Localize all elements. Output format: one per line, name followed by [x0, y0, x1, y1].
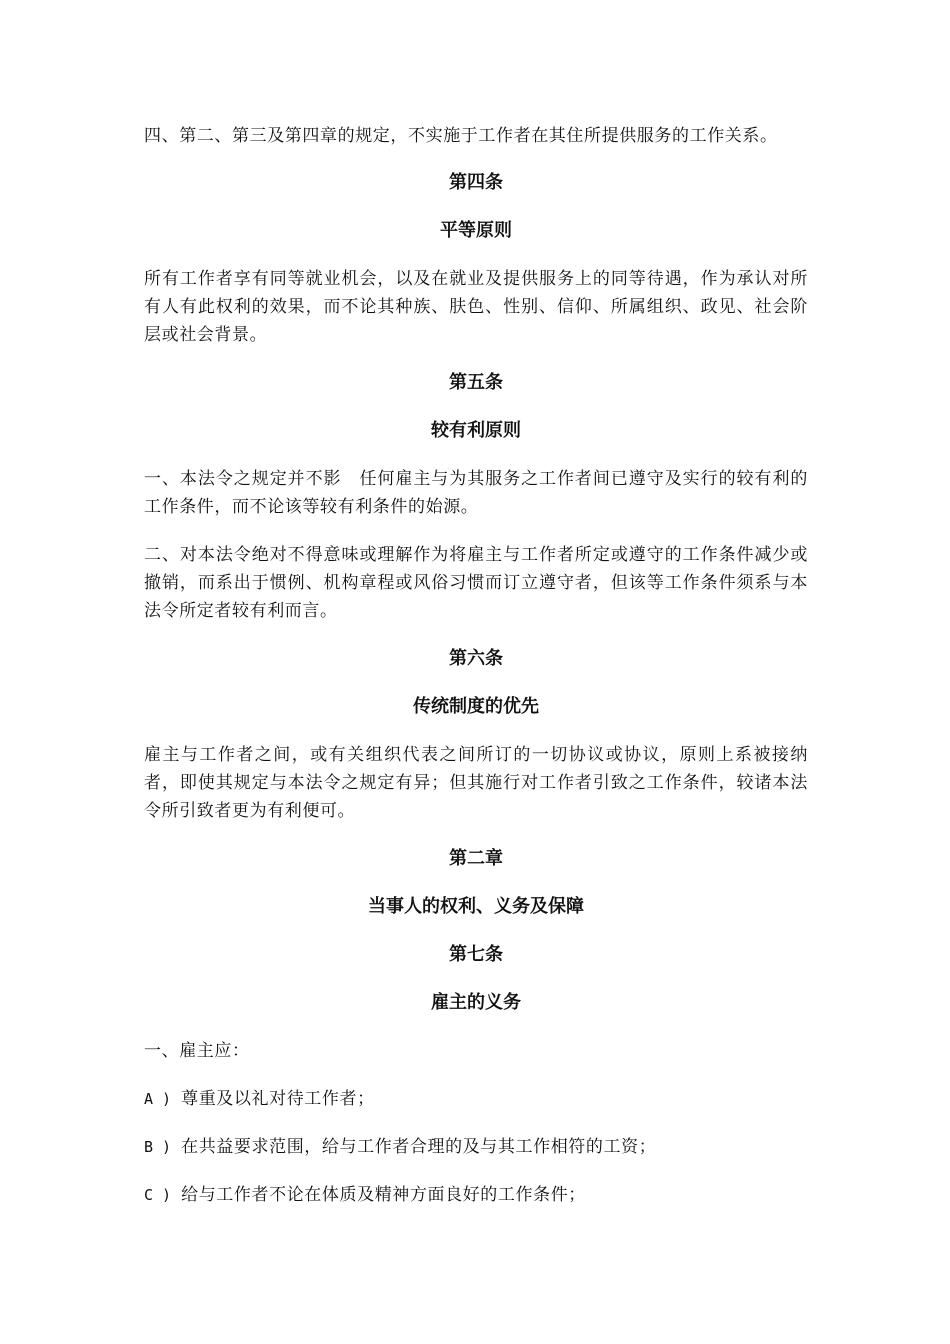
article-7-title: 雇主的义务 [431, 992, 521, 1013]
list-item [144, 1181, 808, 1209]
list-item-text: 尊重及以礼对待工作者； [181, 1089, 375, 1109]
paragraph-art3-item4: 四、第二、第三及第四章的规定，不实施于工作者在其住所提供服务的工作关系。 [144, 126, 778, 146]
article-5-title: 较有利原则 [431, 420, 521, 441]
paragraph-art5-item1: 一、本法令之规定并不影 任何雇主与为其服务之工作者间已遵守及实行的较有利的工作条件，而不论该等较有利条件的始源。 [144, 469, 808, 517]
list-item-text: 给与工作者不论在体质及精神方面良好的工作条件； [181, 1185, 586, 1205]
article-4-number: 第四条 [449, 172, 503, 193]
article-4-title: 平等原则 [440, 220, 512, 241]
document-page [144, 122, 808, 1209]
article-7-number: 第七条 [449, 944, 503, 965]
paragraph-art4: 所有工作者享有同等就业机会，以及在就业及提供服务上的同等待遇，作为承认对所有人有此权利的效果，而不论其种族、肤色、性别、信仰、所属组织、政见、社会阶层或社会背景。 [144, 269, 808, 345]
list-item-marker: B ) [144, 1138, 172, 1156]
article-6-number: 第六条 [449, 648, 503, 669]
list-item-marker: A ) [144, 1090, 172, 1108]
paragraph-art5-item2: 二、对本法令绝对不得意味或理解作为将雇主与工作者所定或遵守的工作条件减少或撤销，而系出于惯例、机构章程或风俗习惯而订立遵守者，但该等工作条件须系与本法令所定者较有利而言。 [144, 545, 808, 621]
list-item [144, 1085, 808, 1113]
article-5-number: 第五条 [449, 372, 503, 393]
chapter-2-title: 当事人的权利、义务及保障 [368, 896, 584, 917]
paragraph-art6: 雇主与工作者之间，或有关组织代表之间所订的一切协议或协议，原则上系被接纳者，即使其规定与本法令之规定有异；但其施行对工作者引致之工作条件，较诸本法令所引致者更为有利便可。 [144, 745, 808, 821]
chapter-2-number: 第二章 [449, 848, 503, 869]
article-6-title: 传统制度的优先 [413, 696, 539, 717]
paragraph-art7-item1: 一、雇主应： [144, 1041, 250, 1061]
list-item-text: 在共益要求范围，给与工作者合理的及与其工作相符的工资； [181, 1137, 657, 1157]
list-item [144, 1133, 808, 1161]
list-item-marker: C ) [144, 1186, 172, 1204]
